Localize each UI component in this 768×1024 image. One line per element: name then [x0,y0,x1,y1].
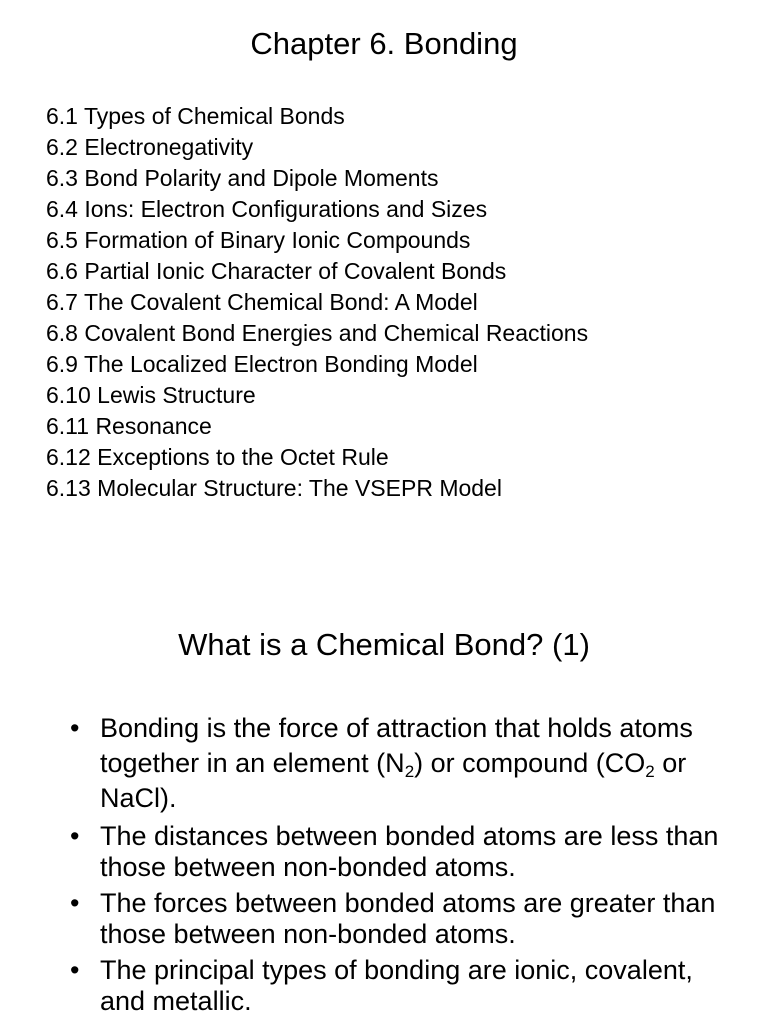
subscript: 2 [404,762,415,781]
bullet-item: • The forces between bonded atoms are greater than those between non-bonded atoms. [100,888,730,950]
subscript: 2 [645,762,655,781]
chapter-title: Chapter 6. Bonding [250,26,518,61]
slide-title: What is a Chemical Bond? (1) [178,627,590,662]
toc-item: 6.7 The Covalent Chemical Bond: A Model [46,289,478,315]
toc-item: 6.3 Bond Polarity and Dipole Moments [46,165,439,191]
toc-item: 6.6 Partial Ionic Character of Covalent Bonds [46,258,507,284]
toc-item: 6.8 Covalent Bond Energies and Chemical Reactions [46,320,589,346]
bullet-text: Bonding is the force of attraction that holds atoms together in an element (N [100,713,693,778]
bullet-text: ) or compound (CO [414,748,646,778]
bullet-item [100,711,730,816]
bullet-item: • The principal types of bonding are ionic, covalent, and metallic. [100,955,730,1017]
toc-item: 6.12 Exceptions to the Octet Rule [46,444,389,470]
toc-item: 6.9 The Localized Electron Bonding Model [46,351,478,377]
bullet-list [100,711,730,1022]
toc-item: 6.1 Types of Chemical Bonds [46,103,345,129]
toc-item: 6.2 Electronegativity [46,134,254,160]
toc-item: 6.11 Resonance [46,413,212,439]
bullet-item: • The distances between bonded atoms are less than those between non-bonded atoms. [100,821,730,883]
bullet-text: or NaCl). [100,748,687,813]
toc-item: 6.4 Ions: Electron Configurations and Sizes [46,196,488,222]
toc-item: 6.13 Molecular Structure: The VSEPR Model [46,475,502,501]
toc-item: 6.10 Lewis Structure [46,382,256,408]
table-of-contents [46,101,588,504]
toc-item: 6.5 Formation of Binary Ionic Compounds [46,227,471,253]
